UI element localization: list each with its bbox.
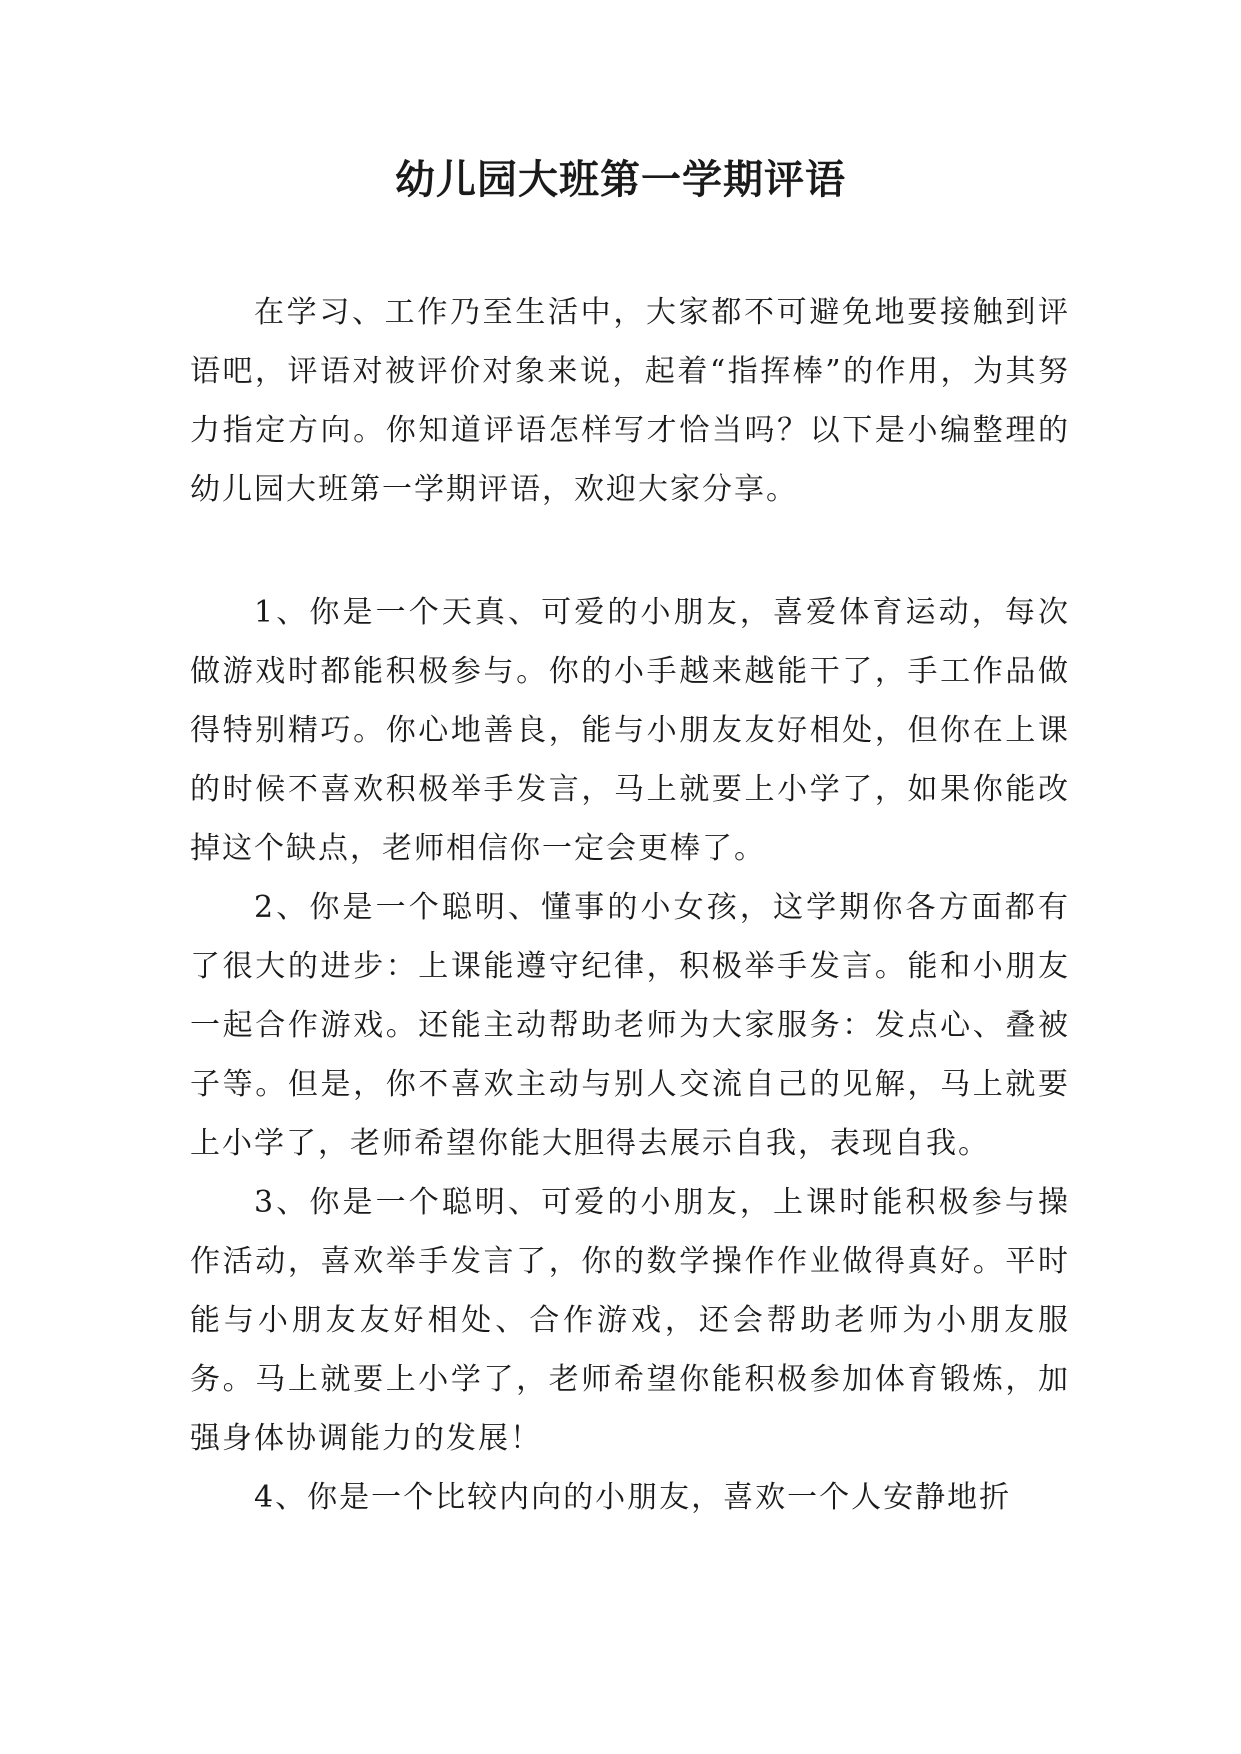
document-body [190, 283, 1070, 1527]
comment-paragraph-3: 3、你是一个聪明、可爱的小朋友，上课时能积极参与操作活动，喜欢举手发言了，你的数学操作作业做得真好。平时能与小朋友友好相处、合作游戏，还会帮助老师为小朋友服务。马上就要上小学了，老师希望你能积极参加体育锻炼，加强身体协调能力的发展！ [190, 1185, 1070, 1456]
page-title: 幼儿园大班第一学期评语 [395, 157, 846, 203]
comment-paragraph-2: 2、你是一个聪明、懂事的小女孩，这学期你各方面都有了很大的进步：上课能遵守纪律，积极举手发言。能和小朋友一起合作游戏。还能主动帮助老师为大家服务：发点心、叠被子等。但是，你不喜欢主动与别人交流自己的见解，马上就要上小学了，老师希望你能大胆得去展示自我，表现自我。 [190, 890, 1070, 1161]
comment-paragraph-1: 1、你是一个天真、可爱的小朋友，喜爱体育运动，每次做游戏时都能积极参与。你的小手越来越能干了，手工作品做得特别精巧。你心地善良，能与小朋友友好相处，但你在上课的时候不喜欢积极举手发言，马上就要上小学了，如果你能改掉这个缺点，老师相信你一定会更棒了。 [190, 595, 1070, 866]
comment-paragraph-4: 4、你是一个比较内向的小朋友，喜欢一个人安静地折 [254, 1480, 1012, 1515]
intro-paragraph: 在学习、工作乃至生活中，大家都不可避免地要接触到评语吧，评语对被评价对象来说，起着“指挥棒”的作用，为其努力指定方向。你知道评语怎样写才恰当吗？以下是小编整理的幼儿园大班第一学期评语，欢迎大家分享。 [190, 295, 1070, 507]
